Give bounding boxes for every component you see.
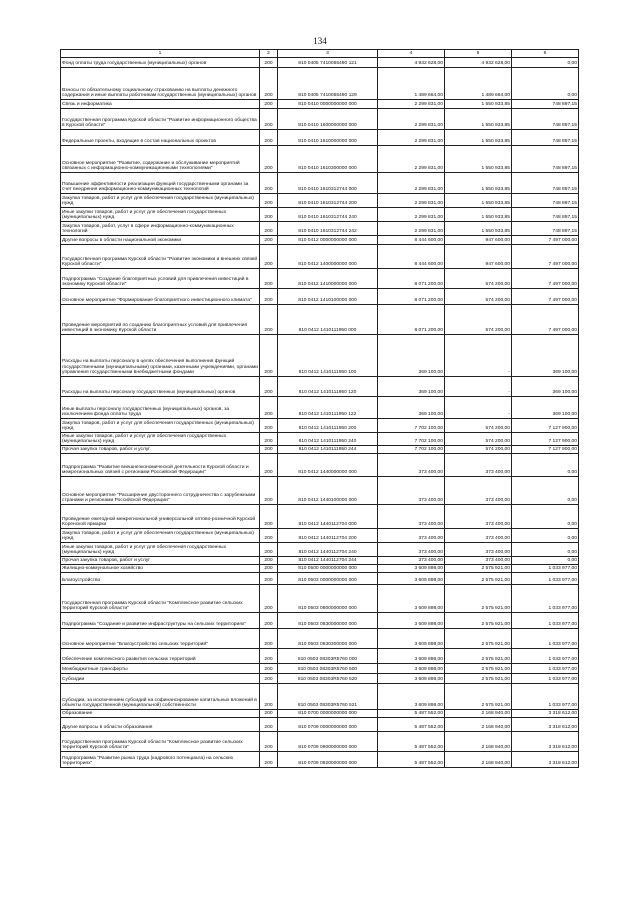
row-executed-amount: 2 575 921,00: [445, 573, 512, 585]
row-unexecuted-amount: 1 033 977,00: [512, 585, 579, 613]
table-row: [61, 585, 579, 613]
table-row: [61, 173, 579, 194]
row-name: Основное мероприятие "Благоустройство сельских территорий": [61, 629, 260, 649]
row-budget-code: 810 0412 1440112704 244: [278, 557, 378, 565]
row-budget-code: 810 0410 1610000000 000: [278, 130, 378, 146]
row-name: Закупка товаров, работ, услуг в сфере информационно-коммуникационных технологий: [61, 222, 260, 236]
row-unexecuted-amount: 3 318 612,00: [512, 752, 579, 768]
row-budget-code: 810 0503 08303R5760 520: [278, 674, 378, 684]
row-code: 200: [260, 377, 278, 397]
table-row: [61, 109, 579, 130]
row-budget-code: 810 0412 0000000000 000: [278, 236, 378, 245]
row-approved-amount: 373 400,00: [378, 454, 445, 477]
row-name: Подпрограмма "Развитие внешнеэкономической деятельности Курской области и межрегиональных связей с регионами Российской Федерации": [61, 454, 260, 477]
row-executed-amount: 4 932 628,00: [445, 58, 512, 68]
row-budget-code: 810 0412 1440112704 240: [278, 543, 378, 557]
row-budget-code: 810 0412 1410111950 122: [278, 397, 378, 419]
row-approved-amount: 3 609 898,00: [378, 613, 445, 629]
row-executed-amount: 1 550 933,85: [445, 173, 512, 194]
row-executed-amount: 2 168 940,00: [445, 752, 512, 768]
row-code: 200: [260, 245, 278, 269]
row-executed-amount: 1 550 933,85: [445, 109, 512, 130]
row-budget-code: 810 0503 0830000000 000: [278, 613, 378, 629]
row-unexecuted-amount: 748 897,15: [512, 173, 579, 194]
table-row: [61, 146, 579, 173]
row-name: Государственная программа Курской области "Комплексное развитие сельских территорий Курской области": [61, 732, 260, 752]
row-name: Иные закупки товаров, работ и услуг для обеспечения государственных (муниципальных) нужд: [61, 433, 260, 446]
row-unexecuted-amount: 7 127 900,00: [512, 433, 579, 446]
table-row: [61, 529, 579, 543]
row-code: 200: [260, 397, 278, 419]
row-unexecuted-amount: 0,00: [512, 454, 579, 477]
row-name: Основное мероприятие "Формирование благоприятного инвестиционного климата": [61, 289, 260, 305]
row-approved-amount: 2 299 831,00: [378, 109, 445, 130]
row-approved-amount: 3 609 898,00: [378, 674, 445, 684]
row-approved-amount: 373 400,00: [378, 477, 445, 505]
row-unexecuted-amount: 0,00: [512, 543, 579, 557]
table-row: [61, 477, 579, 505]
row-executed-amount: 2 575 921,00: [445, 629, 512, 649]
row-code: 200: [260, 222, 278, 236]
row-budget-code: 810 0412 1410111950 244: [278, 446, 378, 454]
table-row: [61, 130, 579, 146]
row-approved-amount: 5 487 552,00: [378, 710, 445, 718]
row-name: Проведение ежегодной межрегиональной универсальной оптово-розничной Курской Коренской ярмарки: [61, 505, 260, 529]
row-approved-amount: 369 100,00: [378, 397, 445, 419]
table-row: [61, 419, 579, 433]
table-row: [61, 289, 579, 305]
row-code: 200: [260, 573, 278, 585]
table-row: [61, 100, 579, 109]
row-code: 200: [260, 649, 278, 664]
table-row: [61, 305, 579, 335]
table-row: [61, 752, 579, 768]
table-row: [61, 732, 579, 752]
row-budget-code: 810 0412 1440112704 200: [278, 529, 378, 543]
row-executed-amount: 1 550 933,85: [445, 130, 512, 146]
row-executed-amount: 2 575 921,00: [445, 684, 512, 710]
row-name: Образование: [61, 710, 260, 718]
table-header-row: [61, 50, 579, 58]
table-row: [61, 505, 579, 529]
row-unexecuted-amount: 1 033 977,00: [512, 664, 579, 674]
row-approved-amount: 8 071 200,00: [378, 269, 445, 289]
row-name: Прочая закупка товаров, работ и услуг: [61, 557, 260, 565]
row-approved-amount: 8 444 600,00: [378, 236, 445, 245]
row-approved-amount: 369 100,00: [378, 335, 445, 377]
table-row: [61, 433, 579, 446]
table-row: [61, 377, 579, 397]
table-row: [61, 718, 579, 732]
row-code: 200: [260, 419, 278, 433]
row-name: Повышение эффективности реализации функций государственными органами за счет внедрения информационно-коммуникационных технологий: [61, 173, 260, 194]
row-name: Федеральные проекты, входящие в состав национальных проектов: [61, 130, 260, 146]
row-name: Государственная программа Курской области "Комплексное развитие сельских территорий Курской области": [61, 585, 260, 613]
table-row: [61, 446, 579, 454]
row-budget-code: 810 0412 1410111950 200: [278, 419, 378, 433]
row-name: Подпрограмма "Создание благоприятных условий для привлечения инвестиций в экономику Курской области": [61, 269, 260, 289]
row-code: 200: [260, 269, 278, 289]
row-unexecuted-amount: 1 033 977,00: [512, 629, 579, 649]
row-budget-code: 810 0412 1440000000 000: [278, 454, 378, 477]
row-name: Иные закупки товаров, работ и услуг для обеспечения государственных (муниципальных) нужд: [61, 208, 260, 222]
row-executed-amount: 2 575 921,00: [445, 585, 512, 613]
row-approved-amount: 2 299 831,00: [378, 100, 445, 109]
row-executed-amount: 1 550 933,85: [445, 222, 512, 236]
row-budget-code: 810 0503 08303R5760 500: [278, 664, 378, 674]
row-code: 200: [260, 109, 278, 130]
row-executed-amount: 574 200,00: [445, 446, 512, 454]
row-name: Государственная программа Курской области "Развитие экономики и внешних связей Курской области": [61, 245, 260, 269]
row-approved-amount: 1 489 664,00: [378, 68, 445, 100]
row-name: Иные закупки товаров, работ и услуг для обеспечения государственных (муниципальных) нужд: [61, 543, 260, 557]
row-unexecuted-amount: 369 100,00: [512, 397, 579, 419]
row-code: 200: [260, 710, 278, 718]
table-row: [61, 245, 579, 269]
row-code: 200: [260, 732, 278, 752]
row-approved-amount: 373 400,00: [378, 505, 445, 529]
row-unexecuted-amount: 1 033 977,00: [512, 565, 579, 573]
table-row: [61, 222, 579, 236]
row-budget-code: 810 0412 1440112704 000: [278, 505, 378, 529]
row-unexecuted-amount: 748 897,15: [512, 208, 579, 222]
row-unexecuted-amount: 7 497 000,00: [512, 289, 579, 305]
row-approved-amount: 7 702 100,00: [378, 433, 445, 446]
row-executed-amount: 574 200,00: [445, 269, 512, 289]
row-code: 200: [260, 613, 278, 629]
row-code: 200: [260, 68, 278, 100]
row-approved-amount: 4 932 628,00: [378, 58, 445, 68]
row-approved-amount: 3 609 898,00: [378, 649, 445, 664]
row-executed-amount: 1 550 933,85: [445, 100, 512, 109]
row-code: 200: [260, 236, 278, 245]
row-executed-amount: 2 575 921,00: [445, 565, 512, 573]
row-budget-code: 810 0709 0800000000 000: [278, 732, 378, 752]
row-approved-amount: 2 299 831,00: [378, 194, 445, 208]
row-budget-code: 810 0503 0000000000 000: [278, 573, 378, 585]
row-executed-amount: 574 200,00: [445, 289, 512, 305]
row-unexecuted-amount: 7 497 000,00: [512, 236, 579, 245]
column-header: 4: [378, 50, 445, 58]
row-approved-amount: 3 609 898,00: [378, 664, 445, 674]
row-budget-code: 810 0412 1410000000 000: [278, 269, 378, 289]
row-name: Основное мероприятие "Развитие, содержание и обслуживание мероприятий связанных с информационно-коммуникационными технологиями": [61, 146, 260, 173]
row-budget-code: 810 0503 0800000000 000: [278, 585, 378, 613]
row-name: Проведение мероприятий по созданию благоприятных условий для привлечения инвестиций в экономику Курской области: [61, 305, 260, 335]
row-code: 200: [260, 718, 278, 732]
table-row: [61, 565, 579, 573]
table-body: [61, 58, 579, 768]
row-executed-amount: 373 400,00: [445, 505, 512, 529]
row-code: 200: [260, 208, 278, 222]
row-unexecuted-amount: 369 100,00: [512, 335, 579, 377]
row-approved-amount: 2 299 831,00: [378, 173, 445, 194]
row-approved-amount: 3 609 898,00: [378, 684, 445, 710]
row-unexecuted-amount: 3 318 612,00: [512, 732, 579, 752]
row-code: 200: [260, 752, 278, 768]
row-budget-code: 810 0709 0000000000 000: [278, 718, 378, 732]
row-approved-amount: 2 299 831,00: [378, 208, 445, 222]
row-unexecuted-amount: 0,00: [512, 58, 579, 68]
column-header: 1: [61, 50, 260, 58]
row-code: 200: [260, 557, 278, 565]
page-number: 134: [313, 36, 327, 46]
row-executed-amount: 373 400,00: [445, 543, 512, 557]
row-executed-amount: 373 400,00: [445, 477, 512, 505]
row-executed-amount: 2 168 940,00: [445, 710, 512, 718]
row-code: 200: [260, 194, 278, 208]
row-executed-amount: -: [445, 377, 512, 397]
row-executed-amount: 1 550 933,85: [445, 208, 512, 222]
table-row: [61, 573, 579, 585]
row-code: 200: [260, 477, 278, 505]
table-row: [61, 68, 579, 100]
row-name: Взносы по обязательному социальному страхованию на выплаты денежного содержания и иные выплаты работникам государственных (муниципальных) органов: [61, 68, 260, 100]
row-unexecuted-amount: 0,00: [512, 557, 579, 565]
row-unexecuted-amount: 1 033 977,00: [512, 573, 579, 585]
row-budget-code: 810 0412 1410100000 000: [278, 289, 378, 305]
row-budget-code: 810 0503 0830300000 000: [278, 629, 378, 649]
table-row: [61, 397, 579, 419]
row-executed-amount: 574 200,00: [445, 419, 512, 433]
row-approved-amount: 2 299 831,00: [378, 222, 445, 236]
row-executed-amount: 947 600,00: [445, 236, 512, 245]
row-name: Фонд оплаты труда государственных (муниципальных) органов: [61, 58, 260, 68]
row-executed-amount: 2 575 921,00: [445, 664, 512, 674]
row-code: 200: [260, 100, 278, 109]
row-approved-amount: 7 702 100,00: [378, 446, 445, 454]
row-unexecuted-amount: 748 897,15: [512, 146, 579, 173]
table-row: [61, 236, 579, 245]
row-unexecuted-amount: 748 897,15: [512, 109, 579, 130]
row-executed-amount: 2 168 940,00: [445, 732, 512, 752]
row-name: Подпрограмма "Создание и развитие инфраструктуры на сельских территориях": [61, 613, 260, 629]
row-executed-amount: 373 400,00: [445, 529, 512, 543]
table-row: [61, 710, 579, 718]
row-code: 200: [260, 629, 278, 649]
row-code: 200: [260, 446, 278, 454]
row-unexecuted-amount: 1 033 977,00: [512, 649, 579, 664]
row-name: Основное мероприятие "Расширение двустороннего сотрудничества с зарубежными странами и регионами Российской Федерации": [61, 477, 260, 505]
row-approved-amount: 3 609 898,00: [378, 573, 445, 585]
row-budget-code: 810 0410 1610312744 240: [278, 208, 378, 222]
column-header: 5: [445, 50, 512, 58]
row-unexecuted-amount: 0,00: [512, 477, 579, 505]
row-name: Иные выплаты персоналу государственных (муниципальных) органов, за исключением фонда оплаты труда: [61, 397, 260, 419]
row-code: 200: [260, 674, 278, 684]
row-code: 200: [260, 565, 278, 573]
row-name: Субсидии, за исключением субсидий на софинансирование капитальных вложений в объекты государственной (муниципальной) собственности: [61, 684, 260, 710]
row-approved-amount: 5 487 552,00: [378, 718, 445, 732]
row-unexecuted-amount: 0,00: [512, 505, 579, 529]
table-row: [61, 454, 579, 477]
table-row: [61, 649, 579, 664]
table-row: [61, 194, 579, 208]
row-code: 200: [260, 305, 278, 335]
row-approved-amount: 7 702 100,00: [378, 419, 445, 433]
table-row: [61, 629, 579, 649]
row-executed-amount: 574 200,00: [445, 433, 512, 446]
row-code: 200: [260, 433, 278, 446]
row-budget-code: 810 0405 7410055490 121: [278, 58, 378, 68]
row-unexecuted-amount: 748 897,15: [512, 222, 579, 236]
row-unexecuted-amount: 7 497 000,00: [512, 269, 579, 289]
column-header: 3: [278, 50, 378, 58]
row-name: Другие вопросы в области национальной экономики: [61, 236, 260, 245]
row-executed-amount: 2 575 921,00: [445, 613, 512, 629]
row-budget-code: 810 0503 08303R5760 000: [278, 649, 378, 664]
row-name: Закупка товаров, работ и услуг для обеспечения государственных (муниципальных) нужд: [61, 529, 260, 543]
row-name: Субсидии: [61, 674, 260, 684]
row-budget-code: 810 0412 1440100000 000: [278, 477, 378, 505]
row-budget-code: 810 0412 1410111950 120: [278, 377, 378, 397]
budget-table: [60, 49, 579, 768]
table-row: [61, 613, 579, 629]
row-code: 200: [260, 335, 278, 377]
row-executed-amount: 1 489 664,00: [445, 68, 512, 100]
row-budget-code: 810 0410 1610300000 000: [278, 146, 378, 173]
row-approved-amount: 5 487 552,00: [378, 752, 445, 768]
row-name: Прочая закупка товаров, работ и услуг: [61, 446, 260, 454]
row-budget-code: 810 0700 0000000000 000: [278, 710, 378, 718]
row-approved-amount: 373 400,00: [378, 543, 445, 557]
row-unexecuted-amount: 1 033 977,00: [512, 684, 579, 710]
row-code: 200: [260, 585, 278, 613]
row-name: Благоустройство: [61, 573, 260, 585]
row-budget-code: 810 0500 0000000000 000: [278, 565, 378, 573]
row-code: 200: [260, 529, 278, 543]
row-name: Расходы на выплаты персоналу в целях обеспечения выполнения функций государственными (муниципальными) органами, казенными учреждениями, органами управления государственными внебюджетными фондами: [61, 335, 260, 377]
row-executed-amount: 1 550 933,85: [445, 146, 512, 173]
row-approved-amount: 3 609 898,00: [378, 629, 445, 649]
row-code: 200: [260, 505, 278, 529]
row-name: Закупка товаров, работ и услуг для обеспечения государственных (муниципальных) нужд: [61, 194, 260, 208]
row-budget-code: 810 0709 0820000000 000: [278, 752, 378, 768]
row-budget-code: 810 0412 1410111950 100: [278, 335, 378, 377]
row-approved-amount: 373 400,00: [378, 529, 445, 543]
row-executed-amount: 1 550 933,85: [445, 194, 512, 208]
row-unexecuted-amount: 748 897,15: [512, 130, 579, 146]
row-budget-code: 810 0405 7410055490 129: [278, 68, 378, 100]
row-unexecuted-amount: 748 897,15: [512, 100, 579, 109]
row-name: Другие вопросы в области образования: [61, 718, 260, 732]
row-unexecuted-amount: 1 033 977,00: [512, 674, 579, 684]
row-code: 200: [260, 684, 278, 710]
row-budget-code: 810 0503 08303R5760 521: [278, 684, 378, 710]
row-budget-code: 810 0410 1600000000 000: [278, 109, 378, 130]
row-code: 200: [260, 146, 278, 173]
row-code: 200: [260, 58, 278, 68]
row-approved-amount: 2 299 831,00: [378, 130, 445, 146]
row-code: 200: [260, 454, 278, 477]
row-approved-amount: 8 071 200,00: [378, 289, 445, 305]
row-approved-amount: 2 299 831,00: [378, 146, 445, 173]
row-name: Обеспечение комплексного развития сельских территорий: [61, 649, 260, 664]
row-unexecuted-amount: 0,00: [512, 529, 579, 543]
row-unexecuted-amount: 3 318 612,00: [512, 710, 579, 718]
row-executed-amount: 947 600,00: [445, 245, 512, 269]
table-row: [61, 543, 579, 557]
row-executed-amount: 2 575 921,00: [445, 649, 512, 664]
row-unexecuted-amount: 7 497 000,00: [512, 245, 579, 269]
row-code: 200: [260, 664, 278, 674]
table-row: [61, 557, 579, 565]
row-name: Закупка товаров, работ и услуг для обеспечения государственных (муниципальных) нужд: [61, 419, 260, 433]
row-approved-amount: 8 444 600,00: [378, 245, 445, 269]
row-executed-amount: -: [445, 397, 512, 419]
row-executed-amount: 2 575 921,00: [445, 674, 512, 684]
row-budget-code: 810 0410 1610312744 242: [278, 222, 378, 236]
row-name: Жилищно-коммунальное хозяйство: [61, 565, 260, 573]
row-unexecuted-amount: 748 897,15: [512, 194, 579, 208]
table-row: [61, 58, 579, 68]
row-name: Подпрограмма "Развитие рынка труда (кадрового потенциала) на сельских территориях": [61, 752, 260, 768]
table-row: [61, 208, 579, 222]
row-name: Государственная программа Курской области "Развитие информационного общества в Курской области": [61, 109, 260, 130]
row-unexecuted-amount: 3 318 612,00: [512, 718, 579, 732]
row-approved-amount: 373 400,00: [378, 557, 445, 565]
row-code: 200: [260, 130, 278, 146]
column-header: 2: [260, 50, 278, 58]
row-approved-amount: 3 609 898,00: [378, 565, 445, 573]
row-name: Связь и информатика: [61, 100, 260, 109]
row-unexecuted-amount: 7 497 000,00: [512, 305, 579, 335]
row-executed-amount: 574 200,00: [445, 305, 512, 335]
table-row: [61, 664, 579, 674]
row-name: Межбюджетные трансферты: [61, 664, 260, 674]
table-row: [61, 674, 579, 684]
row-unexecuted-amount: 0,00: [512, 68, 579, 100]
row-approved-amount: 5 487 552,00: [378, 732, 445, 752]
row-budget-code: 810 0412 1400000000 000: [278, 245, 378, 269]
row-budget-code: 810 0412 1410111950 000: [278, 305, 378, 335]
row-budget-code: 810 0410 1610312744 200: [278, 194, 378, 208]
row-budget-code: 810 0412 1410111950 240: [278, 433, 378, 446]
column-header: 6: [512, 50, 579, 58]
row-approved-amount: 8 071 200,00: [378, 305, 445, 335]
row-name: Расходы на выплаты персоналу государственных (муниципальных) органов: [61, 377, 260, 397]
row-unexecuted-amount: 369 100,00: [512, 377, 579, 397]
row-budget-code: 810 0410 1610312744 000: [278, 173, 378, 194]
row-unexecuted-amount: 7 127 900,00: [512, 419, 579, 433]
table-row: [61, 269, 579, 289]
row-code: 200: [260, 173, 278, 194]
row-executed-amount: 2 168 940,00: [445, 718, 512, 732]
table-row: [61, 335, 579, 377]
row-budget-code: 810 0410 0000000000 000: [278, 100, 378, 109]
row-executed-amount: 373 400,00: [445, 454, 512, 477]
row-code: 200: [260, 543, 278, 557]
row-approved-amount: 369 100,00: [378, 377, 445, 397]
row-executed-amount: 373 400,00: [445, 557, 512, 565]
row-executed-amount: -: [445, 335, 512, 377]
row-unexecuted-amount: 1 033 977,00: [512, 613, 579, 629]
row-code: 200: [260, 289, 278, 305]
row-approved-amount: 3 609 898,00: [378, 585, 445, 613]
row-unexecuted-amount: 7 127 900,00: [512, 446, 579, 454]
table-row: [61, 684, 579, 710]
